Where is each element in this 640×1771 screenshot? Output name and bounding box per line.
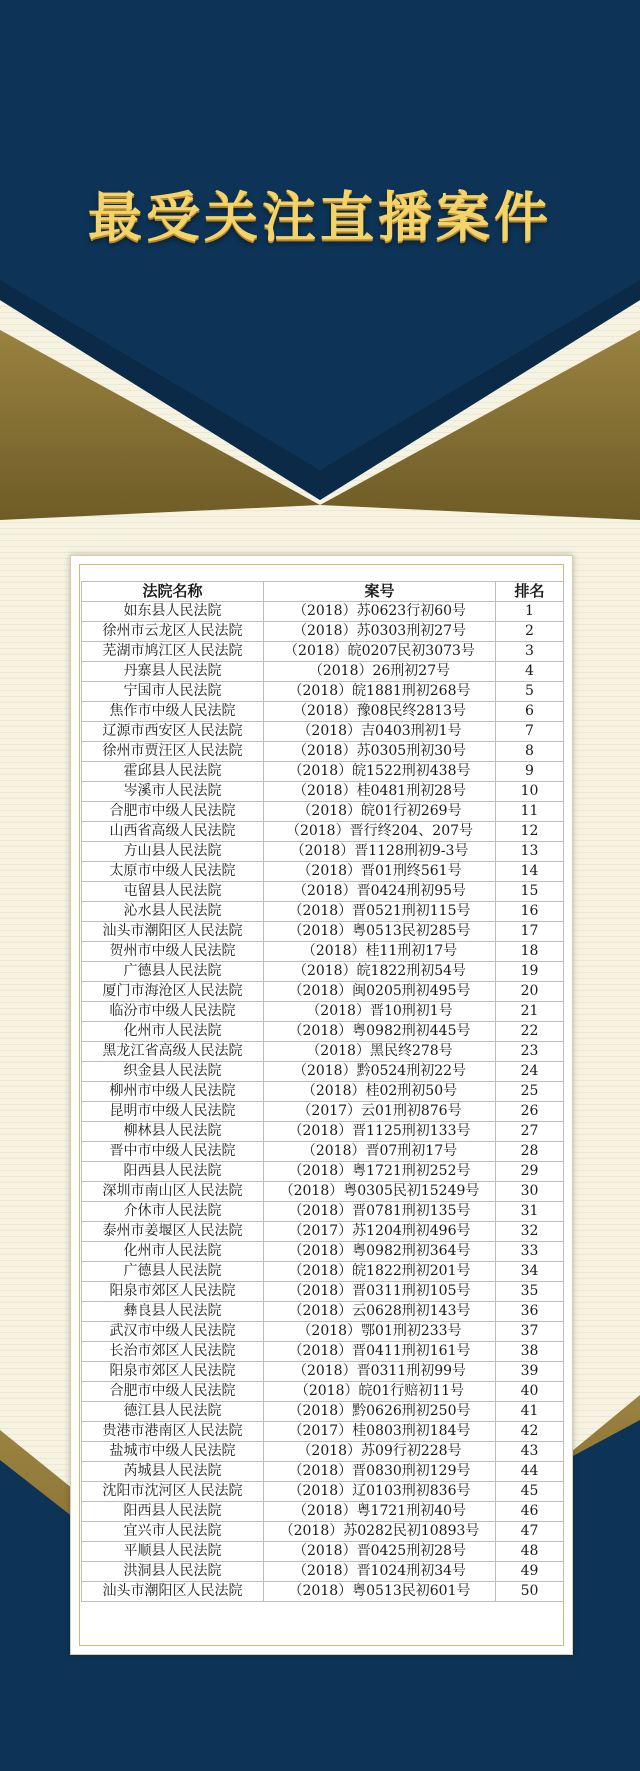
- case-number-cell: （2018）晋0424刑初95号: [264, 882, 496, 902]
- court-name-cell: 昆明市中级人民法院: [82, 1102, 264, 1122]
- case-number-cell: （2018）晋0311刑初99号: [264, 1362, 496, 1382]
- court-name-cell: 合肥市中级人民法院: [82, 1382, 264, 1402]
- court-name-cell: 德江县人民法院: [82, 1402, 264, 1422]
- court-name-cell: 岑溪市人民法院: [82, 782, 264, 802]
- table-row: [82, 1362, 564, 1382]
- rank-cell: 33: [496, 1242, 564, 1262]
- rank-cell: 49: [496, 1562, 564, 1582]
- rank-cell: 16: [496, 902, 564, 922]
- case-number-cell: （2018）皖1822刑初201号: [264, 1262, 496, 1282]
- table-row: [82, 1442, 564, 1462]
- court-name-cell: 泰州市姜堰区人民法院: [82, 1222, 264, 1242]
- case-number-cell: （2018）晋10刑初1号: [264, 1002, 496, 1022]
- table-row: [82, 1342, 564, 1362]
- case-number-cell: （2018）粤1721刑初40号: [264, 1502, 496, 1522]
- case-number-cell: （2018）鄂01刑初233号: [264, 1322, 496, 1342]
- case-number-cell: （2018）粤1721刑初252号: [264, 1162, 496, 1182]
- case-number-cell: （2018）粤0513民初285号: [264, 922, 496, 942]
- rank-cell: 3: [496, 642, 564, 662]
- table-row: [82, 1482, 564, 1502]
- case-number-cell: （2018）晋07刑初17号: [264, 1142, 496, 1162]
- court-name-cell: 焦作市中级人民法院: [82, 702, 264, 722]
- table-row: [82, 642, 564, 662]
- rank-cell: 21: [496, 1002, 564, 1022]
- table-body: [82, 602, 564, 1602]
- case-number-cell: （2018）黔0626刑初250号: [264, 1402, 496, 1422]
- court-name-cell: 阳西县人民法院: [82, 1502, 264, 1522]
- table-row: [82, 762, 564, 782]
- court-name-cell: 屯留县人民法院: [82, 882, 264, 902]
- table-row: [82, 882, 564, 902]
- case-number-cell: （2018）吉0403刑初1号: [264, 722, 496, 742]
- case-number-cell: （2018）云0628刑初143号: [264, 1302, 496, 1322]
- table-row: [82, 1502, 564, 1522]
- table-row: [82, 1062, 564, 1082]
- rank-cell: 4: [496, 662, 564, 682]
- table-row: [82, 1162, 564, 1182]
- case-number-cell: （2018）辽0103刑初836号: [264, 1482, 496, 1502]
- table-row: [82, 722, 564, 742]
- header-rank: 排名: [496, 582, 564, 602]
- table-row: [82, 1582, 564, 1602]
- case-number-cell: （2018）26刑初27号: [264, 662, 496, 682]
- rank-cell: 38: [496, 1342, 564, 1362]
- rank-cell: 48: [496, 1542, 564, 1562]
- rank-cell: 35: [496, 1282, 564, 1302]
- court-name-cell: 芮城县人民法院: [82, 1462, 264, 1482]
- rank-cell: 43: [496, 1442, 564, 1462]
- court-name-cell: 沁水县人民法院: [82, 902, 264, 922]
- rank-cell: 47: [496, 1522, 564, 1542]
- case-number-cell: （2018）苏0303刑初27号: [264, 622, 496, 642]
- court-name-cell: 芜湖市鸠江区人民法院: [82, 642, 264, 662]
- header-court-name: 法院名称: [82, 582, 264, 602]
- court-name-cell: 合肥市中级人民法院: [82, 802, 264, 822]
- court-name-cell: 阳泉市郊区人民法院: [82, 1282, 264, 1302]
- table-row: [82, 702, 564, 722]
- case-number-cell: （2018）皖1881刑初268号: [264, 682, 496, 702]
- rank-cell: 20: [496, 982, 564, 1002]
- case-number-cell: （2018）闽0205刑初495号: [264, 982, 496, 1002]
- rank-cell: 25: [496, 1082, 564, 1102]
- court-name-cell: 柳州市中级人民法院: [82, 1082, 264, 1102]
- table-row: [82, 1182, 564, 1202]
- rank-cell: 34: [496, 1262, 564, 1282]
- case-number-cell: （2018）苏0305刑初30号: [264, 742, 496, 762]
- case-number-cell: （2018）晋01刑终561号: [264, 862, 496, 882]
- table-row: [82, 742, 564, 762]
- court-name-cell: 临汾市中级人民法院: [82, 1002, 264, 1022]
- court-name-cell: 织金县人民法院: [82, 1062, 264, 1082]
- rank-cell: 36: [496, 1302, 564, 1322]
- court-name-cell: 宁国市人民法院: [82, 682, 264, 702]
- rank-cell: 2: [496, 622, 564, 642]
- ranking-table: [81, 581, 564, 1602]
- table-row: [82, 1302, 564, 1322]
- table-row: [82, 902, 564, 922]
- case-number-cell: （2018）黔0524刑初22号: [264, 1062, 496, 1082]
- rank-cell: 39: [496, 1362, 564, 1382]
- table-row: [82, 1142, 564, 1162]
- table-row: [82, 1422, 564, 1442]
- rank-cell: 1: [496, 602, 564, 622]
- court-name-cell: 沈阳市沈河区人民法院: [82, 1482, 264, 1502]
- rank-cell: 26: [496, 1102, 564, 1122]
- case-number-cell: （2018）晋0521刑初115号: [264, 902, 496, 922]
- case-number-cell: （2018）苏09行初228号: [264, 1442, 496, 1462]
- court-name-cell: 盐城市中级人民法院: [82, 1442, 264, 1462]
- rank-cell: 42: [496, 1422, 564, 1442]
- court-name-cell: 辽源市西安区人民法院: [82, 722, 264, 742]
- case-number-cell: （2018）皖01行初269号: [264, 802, 496, 822]
- rank-cell: 37: [496, 1322, 564, 1342]
- court-name-cell: 柳林县人民法院: [82, 1122, 264, 1142]
- table-row: [82, 1202, 564, 1222]
- rank-cell: 13: [496, 842, 564, 862]
- court-name-cell: 汕头市潮阳区人民法院: [82, 922, 264, 942]
- table-row: [82, 602, 564, 622]
- court-name-cell: 霍邱县人民法院: [82, 762, 264, 782]
- rank-cell: 9: [496, 762, 564, 782]
- case-number-cell: （2018）皖01行赔初11号: [264, 1382, 496, 1402]
- case-number-cell: （2018）粤0513民初601号: [264, 1582, 496, 1602]
- court-name-cell: 长治市郊区人民法院: [82, 1342, 264, 1362]
- table-row: [82, 802, 564, 822]
- case-number-cell: （2018）粤0305民初15249号: [264, 1182, 496, 1202]
- court-name-cell: 洪洞县人民法院: [82, 1562, 264, 1582]
- rank-cell: 11: [496, 802, 564, 822]
- court-name-cell: 平顺县人民法院: [82, 1542, 264, 1562]
- court-name-cell: 宜兴市人民法院: [82, 1522, 264, 1542]
- rank-cell: 18: [496, 942, 564, 962]
- rank-cell: 27: [496, 1122, 564, 1142]
- court-name-cell: 丹寨县人民法院: [82, 662, 264, 682]
- court-name-cell: 广德县人民法院: [82, 1262, 264, 1282]
- court-name-cell: 徐州市贾汪区人民法院: [82, 742, 264, 762]
- table-header-row: [82, 582, 564, 602]
- table-row: [82, 822, 564, 842]
- table-row: [82, 1462, 564, 1482]
- court-name-cell: 山西省高级人民法院: [82, 822, 264, 842]
- table-row: [82, 1402, 564, 1422]
- rank-cell: 31: [496, 1202, 564, 1222]
- rank-cell: 14: [496, 862, 564, 882]
- table-row: [82, 1522, 564, 1542]
- table-row: [82, 1242, 564, 1262]
- table-row: [82, 1262, 564, 1282]
- rank-cell: 19: [496, 962, 564, 982]
- header-case-number: 案号: [264, 582, 496, 602]
- table-row: [82, 1082, 564, 1102]
- rank-cell: 10: [496, 782, 564, 802]
- case-number-cell: （2018）皖0207民初3073号: [264, 642, 496, 662]
- court-name-cell: 深圳市南山区人民法院: [82, 1182, 264, 1202]
- rank-cell: 40: [496, 1382, 564, 1402]
- rank-cell: 30: [496, 1182, 564, 1202]
- court-name-cell: 贵港市港南区人民法院: [82, 1422, 264, 1442]
- table-row: [82, 1382, 564, 1402]
- court-name-cell: 化州市人民法院: [82, 1022, 264, 1042]
- court-name-cell: 徐州市云龙区人民法院: [82, 622, 264, 642]
- rank-cell: 7: [496, 722, 564, 742]
- rank-cell: 8: [496, 742, 564, 762]
- table-row: [82, 1102, 564, 1122]
- rank-cell: 12: [496, 822, 564, 842]
- table-row: [82, 1322, 564, 1342]
- case-number-cell: （2018）苏0623行初60号: [264, 602, 496, 622]
- case-number-cell: （2017）云01刑初876号: [264, 1102, 496, 1122]
- rank-cell: 23: [496, 1042, 564, 1062]
- case-number-cell: （2018）黑民终278号: [264, 1042, 496, 1062]
- case-number-cell: （2018）粤0982刑初364号: [264, 1242, 496, 1262]
- rank-cell: 50: [496, 1582, 564, 1602]
- table-row: [82, 1542, 564, 1562]
- case-number-cell: （2018）晋1125刑初133号: [264, 1122, 496, 1142]
- case-number-cell: （2018）晋1024刑初34号: [264, 1562, 496, 1582]
- case-number-cell: （2018）粤0982刑初445号: [264, 1022, 496, 1042]
- court-name-cell: 晋中市中级人民法院: [82, 1142, 264, 1162]
- court-name-cell: 黑龙江省高级人民法院: [82, 1042, 264, 1062]
- case-number-cell: （2018）桂11刑初17号: [264, 942, 496, 962]
- rank-cell: 29: [496, 1162, 564, 1182]
- court-name-cell: 广德县人民法院: [82, 962, 264, 982]
- case-number-cell: （2018）皖1522刑初438号: [264, 762, 496, 782]
- court-name-cell: 武汉市中级人民法院: [82, 1322, 264, 1342]
- case-number-cell: （2018）晋0781刑初135号: [264, 1202, 496, 1222]
- case-number-cell: （2018）皖1822刑初54号: [264, 962, 496, 982]
- case-number-cell: （2018）晋行终204、207号: [264, 822, 496, 842]
- table-row: [82, 922, 564, 942]
- page-title: 最受关注直播案件: [88, 186, 552, 249]
- table-row: [82, 1222, 564, 1242]
- case-number-cell: （2018）桂02刑初50号: [264, 1082, 496, 1102]
- case-number-cell: （2018）苏0282民初10893号: [264, 1522, 496, 1542]
- rank-cell: 17: [496, 922, 564, 942]
- court-name-cell: 阳泉市郊区人民法院: [82, 1362, 264, 1382]
- case-number-cell: （2018）晋0830刑初129号: [264, 1462, 496, 1482]
- case-number-cell: （2018）晋0311刑初105号: [264, 1282, 496, 1302]
- rank-cell: 22: [496, 1022, 564, 1042]
- table-row: [82, 962, 564, 982]
- table-row: [82, 942, 564, 962]
- table-row: [82, 982, 564, 1002]
- court-name-cell: 贺州市中级人民法院: [82, 942, 264, 962]
- court-name-cell: 如东县人民法院: [82, 602, 264, 622]
- court-name-cell: 厦门市海沧区人民法院: [82, 982, 264, 1002]
- case-number-cell: （2018）豫08民终2813号: [264, 702, 496, 722]
- table-row: [82, 622, 564, 642]
- case-number-cell: （2018）晋0411刑初161号: [264, 1342, 496, 1362]
- rank-cell: 32: [496, 1222, 564, 1242]
- ranking-card: [70, 555, 573, 1655]
- court-name-cell: 介休市人民法院: [82, 1202, 264, 1222]
- table-row: [82, 682, 564, 702]
- case-number-cell: （2018）晋1128刑初9-3号: [264, 842, 496, 862]
- court-name-cell: 彝良县人民法院: [82, 1302, 264, 1322]
- table-row: [82, 1002, 564, 1022]
- case-number-cell: （2017）桂0803刑初184号: [264, 1422, 496, 1442]
- court-name-cell: 化州市人民法院: [82, 1242, 264, 1262]
- rank-cell: 5: [496, 682, 564, 702]
- table-row: [82, 662, 564, 682]
- case-number-cell: （2018）桂0481刑初28号: [264, 782, 496, 802]
- court-name-cell: 太原市中级人民法院: [82, 862, 264, 882]
- case-number-cell: （2018）晋0425刑初28号: [264, 1542, 496, 1562]
- case-number-cell: （2017）苏1204刑初496号: [264, 1222, 496, 1242]
- rank-cell: 46: [496, 1502, 564, 1522]
- rank-cell: 45: [496, 1482, 564, 1502]
- table-row: [82, 1042, 564, 1062]
- court-name-cell: 方山县人民法院: [82, 842, 264, 862]
- court-name-cell: 汕头市潮阳区人民法院: [82, 1582, 264, 1602]
- rank-cell: 44: [496, 1462, 564, 1482]
- table-row: [82, 1282, 564, 1302]
- table-row: [82, 862, 564, 882]
- table-row: [82, 782, 564, 802]
- rank-cell: 15: [496, 882, 564, 902]
- rank-cell: 6: [496, 702, 564, 722]
- rank-cell: 28: [496, 1142, 564, 1162]
- table-row: [82, 1122, 564, 1142]
- table-row: [82, 1562, 564, 1582]
- rank-cell: 24: [496, 1062, 564, 1082]
- court-name-cell: 阳西县人民法院: [82, 1162, 264, 1182]
- table-row: [82, 842, 564, 862]
- rank-cell: 41: [496, 1402, 564, 1422]
- table-row: [82, 1022, 564, 1042]
